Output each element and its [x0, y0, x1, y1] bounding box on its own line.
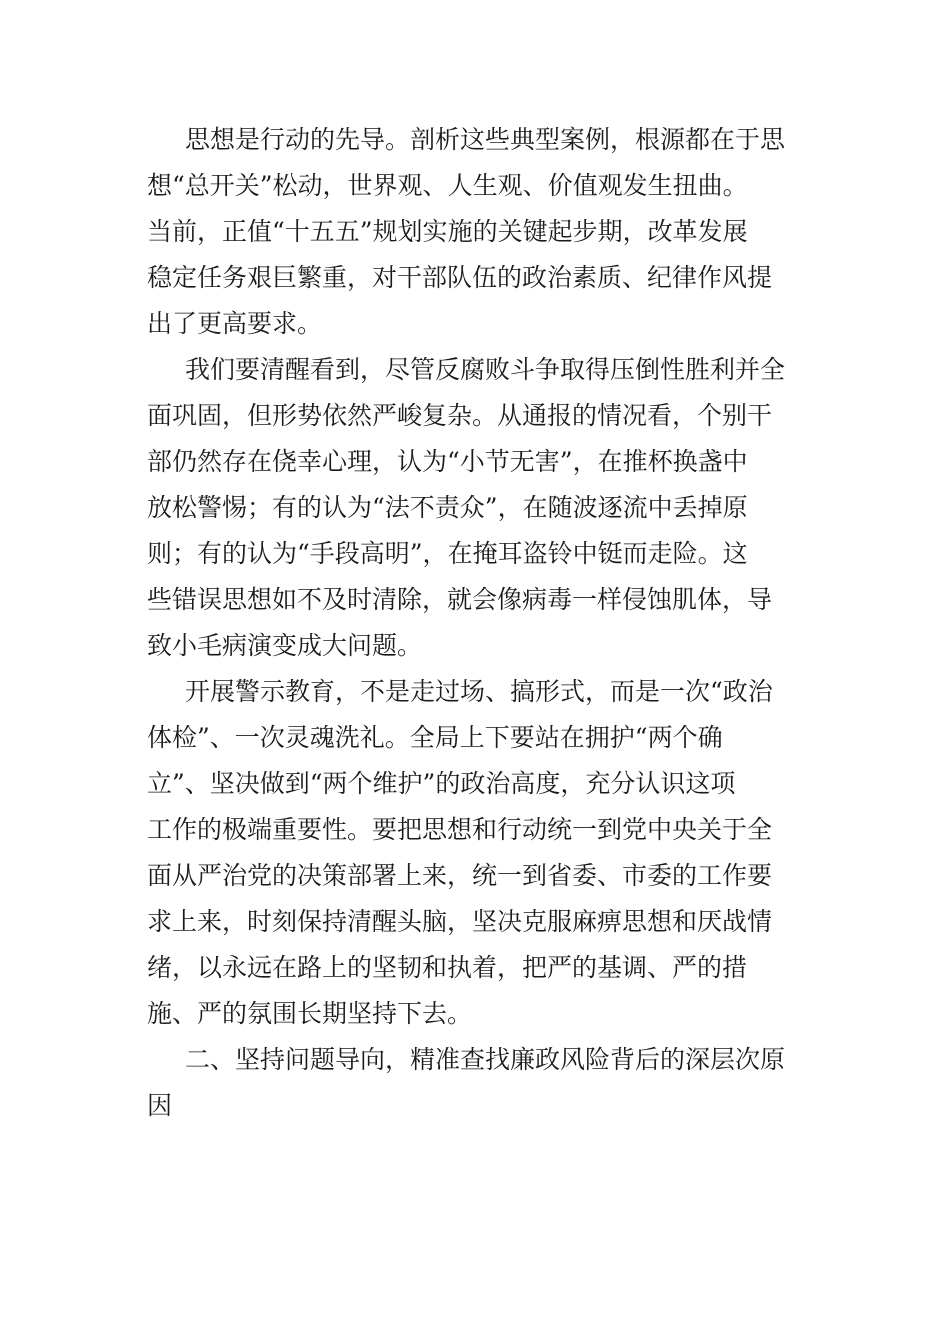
- text-line: 立”、坚决做到“两个维护”的政治高度，充分认识这项: [147, 769, 736, 798]
- text-line: 面巩固，但形势依然严峻复杂。从通报的情况看，个别干: [147, 401, 773, 430]
- text-line: 开展警示教育，不是走过场、搞形式，而是一次“政治: [185, 677, 773, 706]
- text-line: 部仍然存在侥幸心理，认为“小节无害”，在推杯换盏中: [147, 447, 748, 476]
- section-heading: 二、坚持问题导向，精准查找廉政风险背后的深层次原: [185, 1045, 786, 1074]
- text-line: 些错误思想如不及时清除，就会像病毒一样侵蚀肌体，导: [147, 585, 773, 614]
- text-line: 绪，以永远在路上的坚韧和执着，把严的基调、严的措: [147, 953, 748, 982]
- text-line: 施、严的氛围长期坚持下去。: [147, 999, 473, 1028]
- text-line: 思想是行动的先导。剖析这些典型案例，根源都在于思: [185, 125, 786, 154]
- text-line: 体检”、一次灵魂洗礼。全局上下要站在拥护“两个确: [147, 723, 723, 752]
- text-line: 我们要清醒看到，尽管反腐败斗争取得压倒性胜利并全: [185, 355, 786, 384]
- text-line: 工作的极端重要性。要把思想和行动统一到党中央关于全: [147, 815, 773, 844]
- text-line: 则；有的认为“手段高明”，在掩耳盗铃中铤而走险。这: [147, 539, 748, 568]
- text-line: 出了更高要求。: [147, 309, 323, 338]
- text-line: 想“总开关”松动，世界观、人生观、价值观发生扭曲。: [147, 171, 748, 200]
- text-line: 面从严治党的决策部署上来，统一到省委、市委的工作要: [147, 861, 773, 890]
- text-line: 致小毛病演变成大问题。: [147, 631, 423, 660]
- text-line: 放松警惕；有的认为“法不责众”，在随波逐流中丢掉原: [147, 493, 748, 522]
- text-line: 求上来，时刻保持清醒头脑，坚决克服麻痹思想和厌战情: [147, 907, 773, 936]
- section-heading-continued: 因: [147, 1091, 173, 1120]
- text-line: 稳定任务艰巨繁重，对干部队伍的政治素质、纪律作风提: [147, 263, 773, 292]
- text-line: 当前，正值“十五五”规划实施的关键起步期，改革发展: [147, 217, 748, 246]
